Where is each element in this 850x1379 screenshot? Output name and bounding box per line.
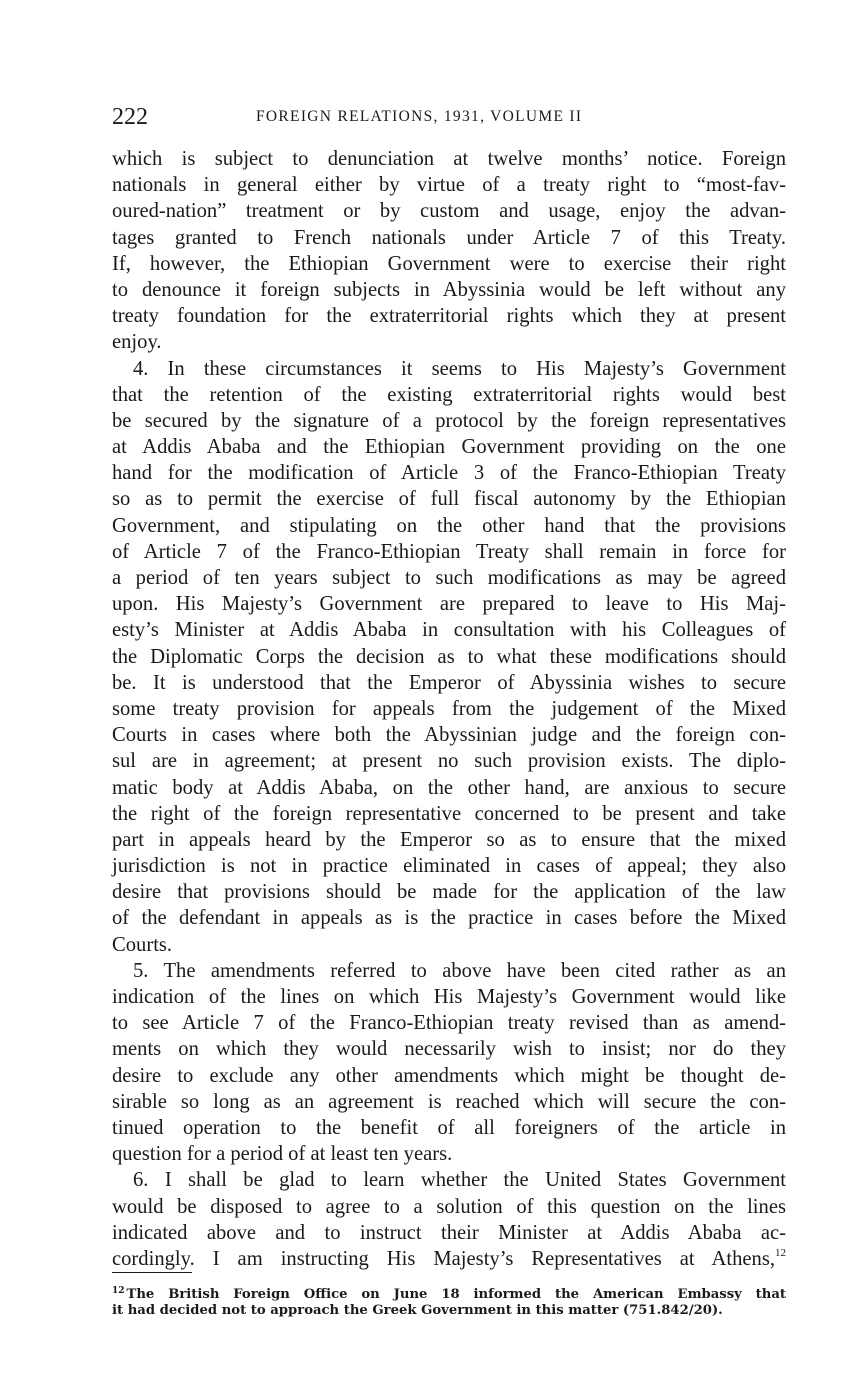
text-line: Government, and stipulating on the other hand that the provisions <box>112 514 786 537</box>
text-line: desire to exclude any other amendments which might be thought de- <box>112 1064 786 1087</box>
footnote-line: $^{12}$ The British Foreign Office on June 18 informed the American Embassy that <box>112 1286 786 1302</box>
text-line: be. It is understood that the Emperor of Abyssinia wishes to secure <box>112 671 786 694</box>
text-line: of Article 7 of the Franco-Ethiopian Treaty shall remain in force for <box>112 540 786 563</box>
text-line: jurisdiction is not in practice eliminated in cases of appeal; they also <box>112 855 786 878</box>
text-line: to denounce it foreign subjects in Abyssinia would be left without any <box>112 278 786 301</box>
text-line: which is subject to denunciation at twelve months’ notice. Foreign <box>112 148 786 170</box>
footnote-line: it had decided not to approach the Greek Government in this matter (751.842/20). <box>112 1303 723 1318</box>
text-line: treaty foundation for the extraterritorial rights which they at present <box>112 305 786 328</box>
text-line: the right of the foreign representative concerned to be present and take <box>112 802 786 825</box>
text-line: esty’s Minister at Addis Ababa in consultation with his Colleagues of <box>112 619 786 642</box>
footnote-marker: 12 <box>112 1286 125 1296</box>
footnote-reference: 12 <box>775 1246 786 1259</box>
text-line: Courts. <box>112 933 173 956</box>
body-text <box>112 146 786 1272</box>
text-line: desire that provisions should be made for the application of the law <box>112 881 786 904</box>
text-line: oured-nation” treatment or by custom and usage, enjoy the advan- <box>112 200 786 223</box>
text-line: so as to permit the exercise of full fiscal autonomy by the Ethiopian <box>112 488 786 511</box>
text-line: a period of ten years subject to such modifications as may be agreed <box>112 567 786 589</box>
text-line: that the retention of the existing extraterritorial rights would best <box>112 383 786 406</box>
text-line: Courts in cases where both the Abyssinian judge and the foreign con- <box>112 724 786 747</box>
text-line: tages granted to French nationals under Article 7 of this Treaty. <box>112 226 786 249</box>
text-line: sul are in agreement; at present no such provision exists. The diplo- <box>112 750 786 773</box>
text-line: would be disposed to agree to a solution of this question on the lines <box>112 1195 786 1218</box>
page-header <box>112 100 787 134</box>
text-line: nationals in general either by virtue of a treaty right to “most-fav- <box>112 174 786 197</box>
text-line: sirable so long as an agreement is reached which will secure the con- <box>112 1090 786 1113</box>
text-line: cordingly. I am instructing His Majesty’s Representatives at Athens,$^{12}$ <box>112 1246 786 1270</box>
text-line: ments on which they would necessarily wish to insist; nor do they <box>112 1038 786 1061</box>
text-line: some treaty provision for appeals from the judgement of the Mixed <box>112 697 786 720</box>
text-line: hand for the modification of Article 3 of the Franco-Ethiopian Treaty <box>112 462 786 485</box>
running-title: FOREIGN RELATIONS, 1931, VOLUME II <box>256 108 583 125</box>
text-line: 6. I shall be glad to learn whether the United States Government <box>133 1169 786 1192</box>
text-line: upon. His Majesty’s Government are prepared to leave to His Maj- <box>112 593 786 616</box>
text-line: indicated above and to instruct their Minister at Addis Ababa ac- <box>112 1221 786 1244</box>
text-line: 5. The amendments referred to above have been cited rather as an <box>133 959 786 982</box>
page-number: 222 <box>112 104 148 130</box>
text-line: indication of the lines on which His Majesty’s Government would like <box>112 986 786 1008</box>
text-line: of the defendant in appeals as is the practice in cases before the Mixed <box>112 907 786 930</box>
text-line: at Addis Ababa and the Ethiopian Government providing on the one <box>112 436 786 459</box>
text-line: enjoy. <box>112 331 162 354</box>
text-line: matic body at Addis Ababa, on the other hand, are anxious to secure <box>112 776 786 799</box>
footnote-divider <box>112 1272 192 1273</box>
text-line: 4. In these circumstances it seems to His Majesty’s Government <box>133 357 786 380</box>
text-line: question for a period of at least ten years. <box>112 1143 453 1166</box>
text-line: to see Article 7 of the Franco-Ethiopian treaty revised than as amend- <box>112 1012 786 1035</box>
text-line: tinued operation to the benefit of all foreigners of the article in <box>112 1116 786 1139</box>
text-line: part in appeals heard by the Emperor so as to ensure that the mixed <box>112 828 786 851</box>
text-line: be secured by the signature of a protocol by the foreign representatives <box>112 409 786 432</box>
text-line: the Diplomatic Corps the decision as to what these modifications should <box>112 645 786 668</box>
text-line: If, however, the Ethiopian Government were to exercise their right <box>112 252 786 275</box>
footnote <box>112 1282 786 1320</box>
